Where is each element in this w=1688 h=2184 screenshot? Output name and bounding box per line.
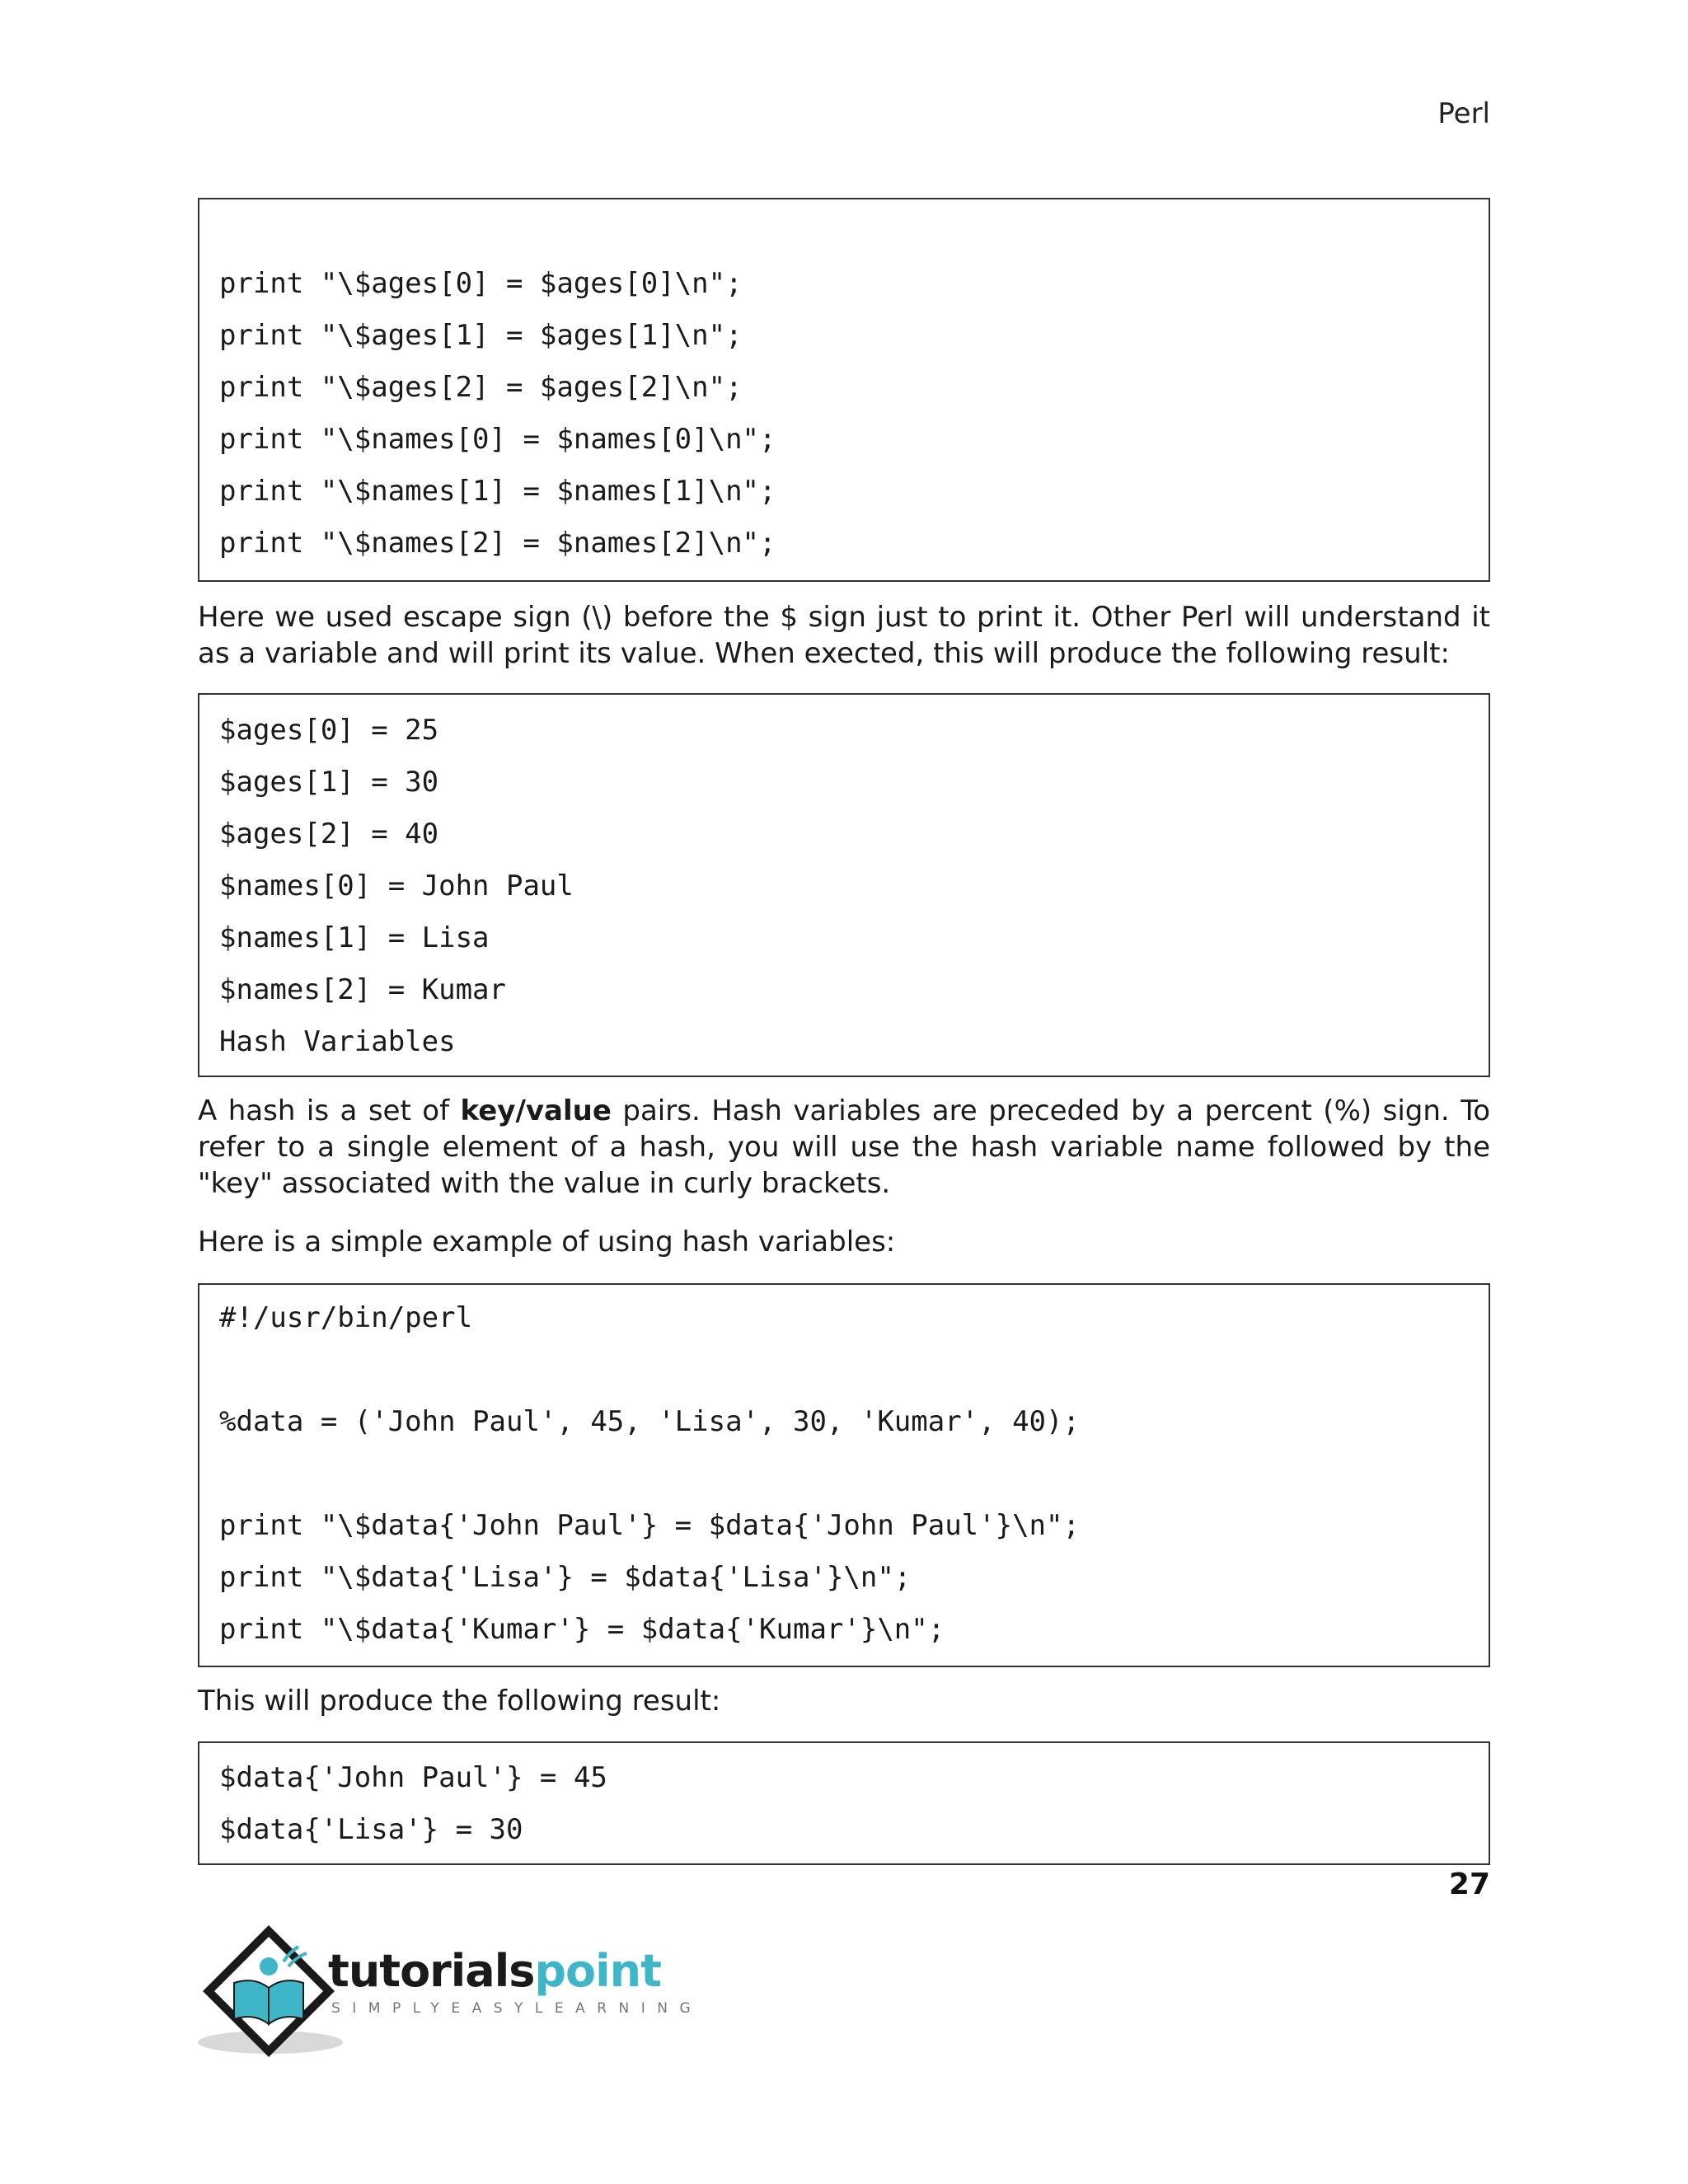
code-line: print "\$ages[2] = $ages[2]\n";	[219, 371, 743, 404]
code-block	[198, 1283, 1490, 1667]
page-number: 27	[1448, 1868, 1490, 1901]
text: A hash is a set of	[198, 1094, 461, 1127]
output-line: $names[2] = Kumar	[219, 973, 506, 1006]
output-line: $ages[1] = 30	[219, 766, 439, 799]
output-line: $ages[0] = 25	[219, 714, 439, 747]
output-line: $data{'John Paul'} = 45	[219, 1761, 607, 1794]
tutorialspoint-logo	[196, 1919, 691, 2059]
bold-term: key/value	[460, 1094, 612, 1127]
output-line: $names[1] = Lisa	[219, 921, 490, 954]
code-line: print "\$data{'Lisa'} = $data{'Lisa'}\n";	[219, 1561, 912, 1594]
code-line: print "\$names[2] = $names[2]\n";	[219, 527, 776, 560]
paragraph: This will produce the following result:	[198, 1685, 721, 1718]
code-line	[219, 1448, 1469, 1500]
code-line: %data = ('John Paul', 45, 'Lisa', 30, 'Kumar', 40);	[219, 1405, 1080, 1438]
text: pairs. Hash variables are preceded by a percent (%) sign. To refer to a single element of a hash, you will use the hash variable name followed by the "key" associated with the value in curly brackets.	[198, 1094, 1491, 1200]
output-line: $data{'Lisa'} = 30	[219, 1813, 523, 1846]
code-line: print "\$ages[1] = $ages[1]\n";	[219, 319, 743, 352]
code-line: print "\$ages[0] = $ages[0]\n";	[219, 267, 743, 300]
header-title: Perl	[1437, 97, 1490, 130]
code-block	[198, 198, 1490, 582]
code-line: print "\$data{'Kumar'} = $data{'Kumar'}\n";	[219, 1613, 945, 1646]
paragraph: Here is a simple example of using hash variables:	[198, 1226, 896, 1258]
logo-tagline: SIMPLYEASYLEARNING	[331, 2000, 691, 2017]
paragraph-hash-definition	[198, 1093, 1490, 1202]
code-line: print "\$data{'John Paul'} = $data{'John Paul'}\n";	[219, 1509, 1080, 1542]
output-line: $names[0] = John Paul	[219, 869, 574, 902]
output-line: Hash Variables	[219, 1025, 456, 1058]
code-line: print "\$names[1] = $names[1]\n";	[219, 475, 776, 508]
logo-wordmark	[328, 1945, 661, 1997]
code-line: print "\$names[0] = $names[0]\n";	[219, 423, 776, 456]
logo-wordmark-point: point	[534, 1945, 661, 1997]
paragraph: Here we used escape sign (\) before the $ sign just to print it. Other Perl will understand it as a variable and will print its value. When exected, this will produce the following result:	[198, 601, 1490, 670]
code-line: #!/usr/bin/perl	[219, 1301, 473, 1334]
output-block	[198, 1741, 1490, 1865]
code-line	[219, 206, 1469, 258]
logo-wordmark-tutorials: tutorials	[328, 1945, 535, 1997]
code-line	[219, 1344, 1469, 1396]
output-line: $ages[2] = 40	[219, 818, 439, 851]
output-block	[198, 693, 1490, 1077]
